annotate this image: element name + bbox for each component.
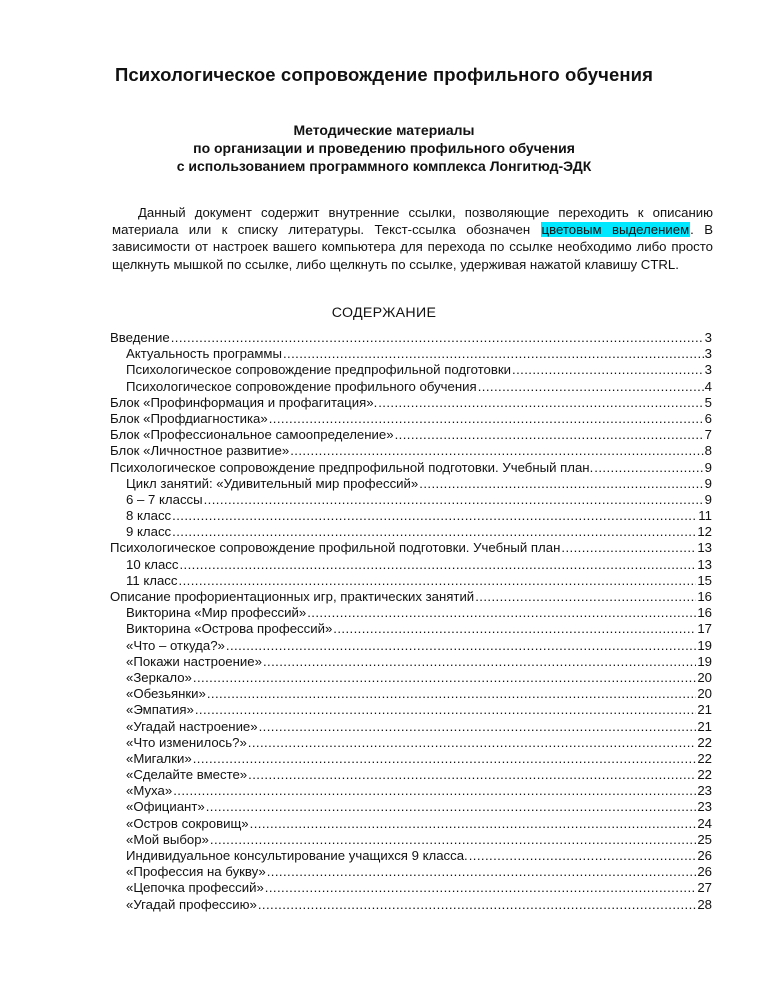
toc-entry-label[interactable]: Блок «Профессиональное самоопределение» [110, 427, 394, 443]
toc-entry[interactable] [110, 508, 712, 524]
toc-entry[interactable] [110, 346, 712, 362]
toc-dot-leader [172, 508, 697, 524]
toc-entry-label[interactable]: Блок «Профдиагностика» [110, 410, 268, 426]
toc-entry-label[interactable]: Психологическое сопровождение профильной подготовки. Учебный план [110, 540, 561, 556]
toc-entry-page[interactable]: 22 [697, 750, 712, 766]
toc-entry-page[interactable]: 5 [704, 394, 712, 410]
toc-entry-page[interactable]: 23 [697, 783, 712, 799]
toc-entry-page[interactable]: 6 [704, 410, 712, 426]
toc-entry[interactable] [110, 880, 712, 896]
toc-entry-label[interactable]: «Профессия на букву» [126, 864, 266, 880]
toc-entry-label[interactable]: 8 класс [126, 508, 172, 524]
toc-entry-label[interactable]: «Цепочка профессий» [126, 880, 264, 896]
toc-entry[interactable] [110, 638, 712, 654]
toc-entry-page[interactable]: 19 [697, 637, 712, 653]
toc-entry[interactable] [110, 443, 712, 459]
toc-dot-leader [263, 654, 696, 670]
toc-entry-page[interactable]: 13 [697, 540, 712, 556]
toc-entry-label[interactable]: «Мигалки» [126, 750, 192, 766]
toc-entry[interactable] [110, 427, 712, 443]
toc-entry-page[interactable]: 22 [697, 767, 712, 783]
toc-heading: СОДЕРЖАНИЕ [331, 305, 437, 321]
toc-entry[interactable] [110, 864, 712, 880]
toc-entry-page[interactable]: 16 [697, 589, 712, 604]
toc-entry[interactable] [110, 719, 712, 735]
toc-dot-leader [469, 848, 697, 864]
toc-entry-label[interactable]: Актуальность программы [126, 346, 282, 362]
toc-entry-page[interactable]: 9 [704, 475, 712, 491]
toc-entry-page[interactable]: 9 [704, 459, 712, 475]
toc-entry-page[interactable]: 26 [697, 864, 712, 880]
toc-entry-page[interactable]: 24 [697, 815, 712, 831]
toc-entry[interactable] [110, 557, 712, 573]
toc-entry[interactable] [110, 816, 712, 832]
toc-entry-label[interactable]: «Официант» [126, 799, 205, 815]
toc-entry[interactable] [110, 670, 712, 686]
toc-dot-leader [269, 411, 704, 427]
toc-entry-page[interactable]: 23 [697, 799, 712, 815]
document-subtitle [0, 121, 768, 175]
toc-dot-leader [193, 670, 696, 686]
toc-entry-page[interactable]: 27 [697, 880, 712, 896]
toc-entry[interactable] [110, 492, 712, 508]
toc-entry-label[interactable]: «Покажи настроение» [126, 653, 262, 669]
toc-entry-label[interactable]: Викторина «Острова профессий» [126, 621, 333, 637]
toc-entry[interactable] [110, 621, 712, 637]
toc-entry[interactable] [110, 395, 712, 411]
toc-dot-leader [207, 686, 696, 702]
toc-entry-page[interactable]: 19 [697, 653, 712, 669]
toc-entry[interactable] [110, 702, 712, 718]
toc-entry[interactable] [110, 330, 712, 346]
toc-dot-leader [258, 897, 697, 913]
toc-dot-leader [226, 638, 696, 654]
toc-entry-label[interactable]: «Остров сокровищ» [126, 815, 249, 831]
toc-entry[interactable] [110, 848, 712, 864]
toc-entry-label[interactable]: Индивидуальное консультирование учащихся 9 класса. [126, 848, 468, 863]
toc-entry-label[interactable]: Введение [110, 330, 170, 345]
toc-entry-page[interactable]: 7 [704, 427, 712, 443]
toc-entry-page[interactable]: 13 [697, 556, 712, 572]
toc-entry-label[interactable]: «Что – откуда?» [126, 637, 225, 653]
toc-dot-leader [475, 589, 696, 605]
toc-dot-leader [265, 880, 697, 896]
toc-entry[interactable] [110, 735, 712, 751]
toc-dot-leader [419, 476, 703, 492]
toc-dot-leader [195, 702, 697, 718]
toc-entry-page[interactable]: 17 [697, 621, 712, 637]
toc-entry-label[interactable]: «Мой выбор» [126, 831, 209, 847]
toc-entry-page[interactable]: 11 [698, 508, 712, 524]
toc-dot-leader [267, 864, 697, 880]
toc-entry-label[interactable]: Психологическое сопровождение предпрофильной подготовки [126, 362, 512, 378]
toc-dot-leader [259, 719, 697, 735]
toc-dot-leader [206, 799, 697, 815]
subtitle-line: с использованием программного комплекса Лонгитюд-ЭДК [176, 158, 592, 174]
toc-entry-label[interactable]: Психологическое сопровождение предпрофильной подготовки. Учебный план. [110, 459, 594, 475]
toc-entry-label[interactable]: Викторина «Мир профессий» [126, 605, 307, 621]
toc-entry[interactable] [110, 897, 712, 913]
toc-dot-leader [210, 832, 696, 848]
toc-entry-page[interactable]: 22 [697, 734, 712, 750]
toc-dot-leader [172, 524, 696, 540]
toc-entry[interactable] [110, 362, 712, 378]
toc-entry[interactable] [110, 605, 712, 621]
toc-dot-leader [378, 395, 703, 411]
toc-entry-page[interactable]: 21 [697, 718, 712, 734]
toc-entry-page[interactable]: 3 [704, 330, 712, 345]
toc-entry-page[interactable]: 4 [704, 378, 712, 394]
toc-entry-page[interactable]: 28 [697, 896, 712, 912]
toc-entry[interactable] [110, 524, 712, 540]
toc-entry[interactable] [110, 476, 712, 492]
toc-dot-leader [512, 362, 704, 378]
toc-entry[interactable] [110, 686, 712, 702]
toc-entry-label[interactable]: «Сделайте вместе» [126, 767, 248, 783]
toc-entry-page[interactable]: 20 [697, 686, 712, 702]
toc-dot-leader [290, 443, 703, 459]
toc-entry-label[interactable]: «Угадай профессию» [126, 896, 257, 912]
toc-dot-leader [561, 540, 696, 556]
toc-dot-leader [179, 573, 697, 589]
toc-entry-page[interactable]: 20 [697, 669, 712, 685]
toc-entry[interactable] [110, 573, 712, 589]
toc-dot-leader [307, 605, 696, 621]
toc-dot-leader [395, 427, 704, 443]
toc-entry[interactable] [110, 799, 712, 815]
toc-entry-label[interactable]: «Эмпатия» [126, 702, 194, 718]
toc-dot-leader [478, 379, 704, 395]
toc-dot-leader [171, 330, 704, 346]
document-title: Психологическое сопровождение профильного обучения [115, 64, 653, 85]
subtitle-line: по организации и проведению профильного обучения [193, 140, 575, 156]
toc-dot-leader [193, 751, 697, 767]
toc-entry[interactable] [110, 379, 712, 395]
toc-entry-label[interactable]: «Обезьянки» [126, 686, 206, 702]
highlighted-link-example[interactable]: цветовым выделением [541, 222, 690, 238]
subtitle-line: Методические материалы [293, 122, 475, 138]
toc-entry-page[interactable]: 9 [704, 491, 712, 507]
table-of-contents [110, 330, 712, 913]
toc-entry[interactable] [110, 832, 712, 848]
toc-entry-label[interactable]: Цикл занятий: «Удивительный мир профессий» [126, 475, 419, 491]
toc-entry-label[interactable]: Блок «Профинформация и профагитация». [110, 394, 378, 410]
toc-entry-page[interactable]: 12 [697, 524, 712, 540]
toc-entry-label[interactable]: «Зеркало» [126, 669, 192, 685]
toc-entry[interactable] [110, 783, 712, 799]
toc-dot-leader [248, 735, 697, 751]
toc-entry-page[interactable]: 26 [697, 848, 712, 863]
toc-entry[interactable] [110, 540, 712, 556]
toc-entry-label[interactable]: «Угадай настроение» [126, 718, 258, 734]
toc-entry-page[interactable]: 25 [697, 831, 712, 847]
toc-entry-label[interactable]: 9 класс [126, 524, 172, 540]
toc-entry-page[interactable]: 15 [697, 572, 712, 588]
toc-dot-leader [333, 621, 696, 637]
toc-entry-page[interactable]: 3 [704, 362, 712, 378]
toc-dot-leader [250, 816, 697, 832]
toc-entry[interactable] [110, 654, 712, 670]
toc-entry-label[interactable]: Описание профориентационных игр, практических занятий [110, 589, 475, 604]
toc-entry-label[interactable]: 6 – 7 классы [126, 491, 203, 507]
intro-text: . В зависимости от настроек вашего компьютера для перехода по ссылке необходимо либо просто щелкнуть мышкой по ссылке, либо щелкнуть по ссылке, удерживая нажатой клавишу CTRL. [112, 222, 713, 272]
toc-entry-page[interactable]: 16 [697, 605, 712, 621]
toc-entry-page[interactable]: 3 [704, 346, 712, 362]
toc-entry-label[interactable]: 10 класс [126, 556, 179, 572]
toc-entry-page[interactable]: 8 [704, 443, 712, 459]
toc-entry-label[interactable]: 11 класс [126, 572, 178, 588]
toc-entry-label[interactable]: «Муха» [126, 783, 173, 799]
toc-dot-leader [204, 492, 704, 508]
toc-entry-page[interactable]: 21 [697, 702, 712, 718]
toc-entry-label[interactable]: «Что изменилось?» [126, 734, 247, 750]
toc-entry[interactable] [110, 589, 712, 605]
toc-entry-label[interactable]: Психологическое сопровождение профильного обучения [126, 378, 477, 394]
toc-dot-leader [179, 557, 696, 573]
toc-entry[interactable] [110, 751, 712, 767]
toc-dot-leader [283, 346, 704, 362]
toc-dot-leader [594, 460, 703, 476]
toc-entry[interactable] [110, 460, 712, 476]
toc-entry-label[interactable]: Блок «Личностное развитие» [110, 443, 290, 459]
intro-text: Данный документ содержит внутренние ссылки, позволяющие переходить к описанию материала или к списку литературы. Текст-ссылка обозначен [112, 205, 713, 238]
toc-entry[interactable] [110, 767, 712, 783]
toc-dot-leader [173, 783, 696, 799]
intro-paragraph [112, 204, 713, 273]
toc-dot-leader [248, 767, 696, 783]
toc-entry[interactable] [110, 411, 712, 427]
